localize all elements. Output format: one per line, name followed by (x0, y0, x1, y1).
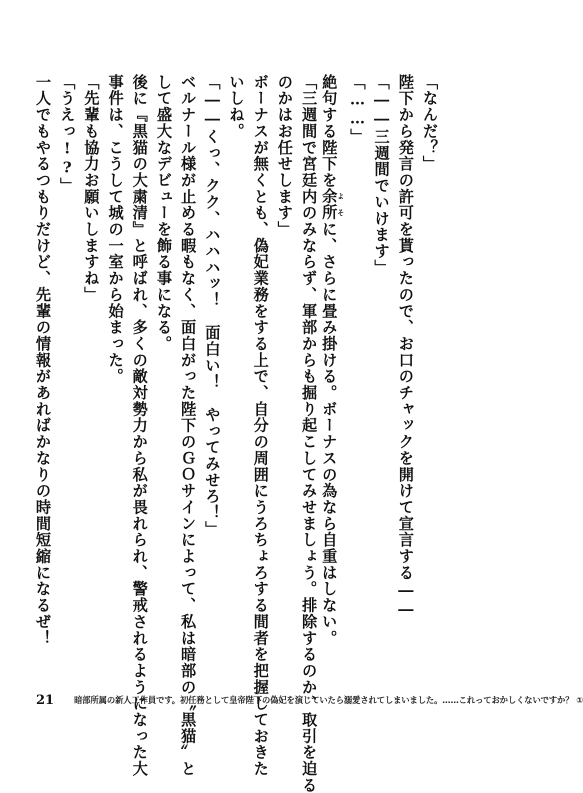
text-line: いしね。 (227, 74, 246, 140)
text-line: 事件は、こうして城の一室から始まった。 (106, 74, 125, 385)
text-line: 一人でもやるつもりだけど、先輩の情報があればかなりの時間短縮になるぜ！ (34, 74, 52, 647)
running-title: 暗部所属の新人工作員です。初任務として皇帝陛下の偽妃を演じていたら溺愛されてしまいました。……これっておかしくないですか？ ① (74, 695, 583, 705)
text-line: ボーナスが無くとも、偽妃業務をする上で、自分の周囲にうろちょろする間者を把握しておきた (251, 74, 270, 778)
page-number: 21 (36, 692, 55, 708)
text-line: 「先輩も協力お願いしますね」 (82, 74, 101, 303)
text-line: 絶句する陛下を余所よそに、さらに畳み掛ける。ボーナスの為なら自重はしない。 (320, 74, 346, 647)
text-line: 「三週間で宮廷内のみならず、軍部からも掘り起こしてみせましょう。排除するのか、取引を迫る (300, 74, 319, 793)
text-line: 「――くっ、クク、ハハハッ！ 面白い！ やってみせろ！」 (203, 74, 222, 538)
text-line: ベルナール様が止める暇もなく、面白がった陛下のＧＯサインによって、私は暗部の〝黒猫〟と (179, 74, 198, 778)
ruby-reading: よそ (336, 188, 346, 222)
ruby-annotation: 余所よそ (320, 188, 346, 222)
text-line: 「――三週間でいけます」 (372, 74, 391, 276)
text-line: 陛下から発言の許可を貰ったので、お口のチャックを開けて宣言する―― (396, 74, 415, 620)
text-line: 「なんだ？」 (421, 74, 439, 173)
text-line: 後に『黒猫の大粛清』と呼ばれ、多くの敵対勢力から私が畏れられ、警戒されるようになった大 (130, 74, 149, 778)
text-line: のかはお任せします」 (275, 74, 294, 238)
text-line: 「うえっ!?」 (58, 74, 77, 195)
text-line: 「……」 (348, 74, 367, 145)
text-line: して盛大なデビューを飾る事になる。 (154, 74, 173, 352)
page-footer (36, 692, 583, 708)
